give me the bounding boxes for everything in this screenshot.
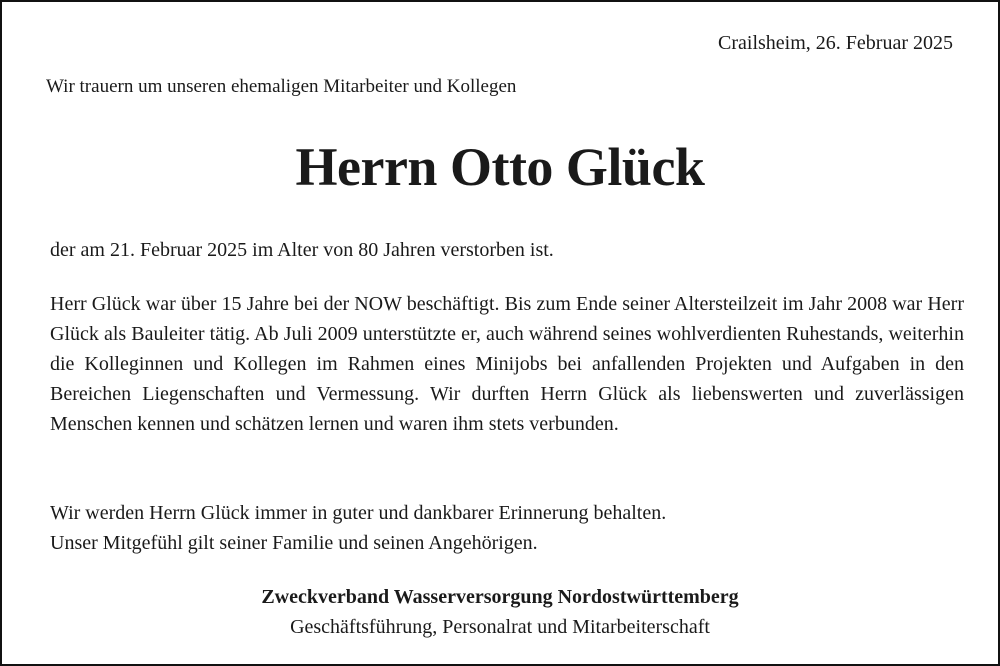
biography-paragraph: Herr Glück war über 15 Jahre bei der NOW beschäftigt. Bis zum Ende seiner Altersteilzeit im Jahr 2008 war Herr Glück als Bauleiter tätig. Ab Juli 2009 unterstützte er, auch während seines wohlverdienten Ruhestands, weiterhin die Kolleginnen und Kollegen im Rahmen eines Minijobs bei anfallenden Projekten und Aufgaben in den Bereichen Liegenschaften und Vermessung. Wir durften Herrn Glück als liebenswerten und zuverlässigen Menschen kennen und schätzen lernen und waren ihm stets verbunden. [50, 293, 964, 435]
remembrance-line: Wir werden Herrn Glück immer in guter und dankbarer Erinnerung behalten. [50, 502, 667, 524]
deceased-name: Herrn Otto Glück [295, 137, 705, 197]
condolence-line: Unser Mitgefühl gilt seiner Familie und seinen Angehörigen. [50, 532, 538, 554]
intro-line: Wir trauern um unseren ehemaligen Mitarbeiter und Kollegen [46, 76, 517, 97]
signatories: Geschäftsführung, Personalrat und Mitarbeiterschaft [290, 616, 710, 638]
death-line: der am 21. Februar 2025 im Alter von 80 Jahren verstorben ist. [50, 239, 554, 261]
dateline: Crailsheim, 26. Februar 2025 [718, 32, 953, 54]
organization-name: Zweckverband Wasserversorgung Nordostwürttemberg [261, 586, 739, 608]
